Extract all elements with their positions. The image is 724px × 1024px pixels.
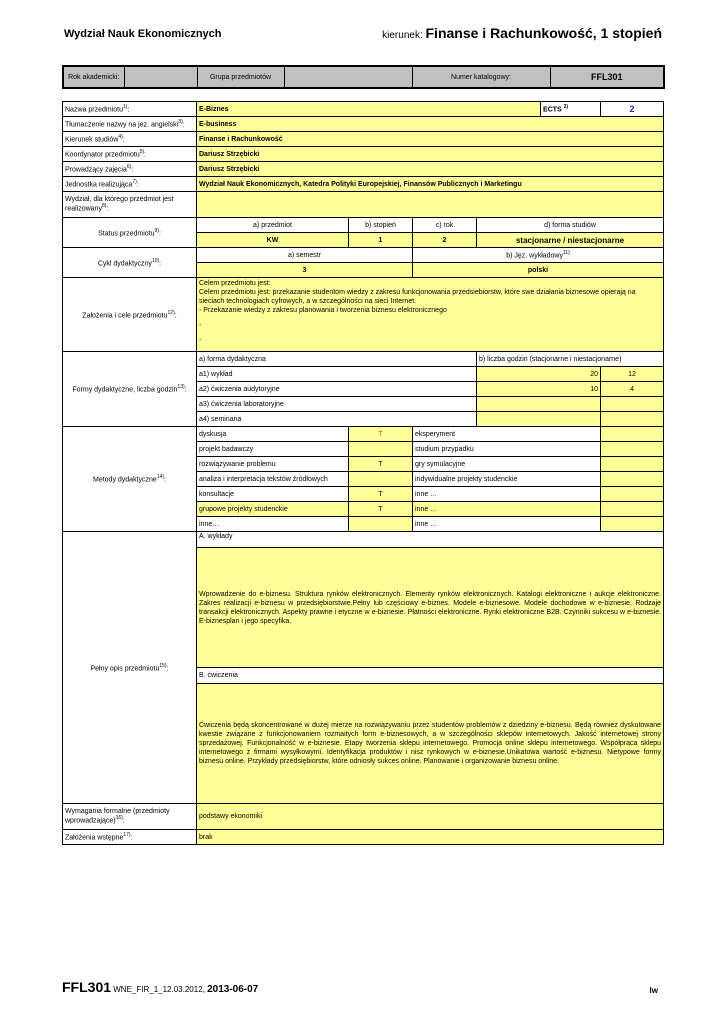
ects-label: ECTS $^{2)}$ xyxy=(541,102,601,117)
catalog-number-value: FFL301 xyxy=(550,66,664,88)
method-right-mark-2 xyxy=(601,442,664,457)
method-right-6: inne … xyxy=(413,502,601,517)
form-auditory-hours-part: 4 xyxy=(601,382,664,397)
teacher-label: Prowadzący zajęcia$^{6)}$: xyxy=(63,162,197,177)
goals-label: Założenia i cele przedmiotu$^{12)}$: xyxy=(63,278,197,352)
footer xyxy=(62,979,258,995)
method-right-mark-3 xyxy=(601,457,664,472)
cycle-language-value: polski xyxy=(413,263,664,278)
method-left-mark-7 xyxy=(349,517,413,532)
goals-line-4: - xyxy=(199,322,202,329)
status-label: Status przedmiotu$^{9)}$: xyxy=(63,218,197,248)
goals-line-5: - xyxy=(199,337,202,344)
method-left-mark-6: T xyxy=(349,502,413,517)
requirements-label: Wymagania formalne (przedmioty wprowadzające)$^{16)}$: xyxy=(63,804,197,830)
cycle-head-semester: a) semestr xyxy=(197,248,413,263)
footer-initials: lw xyxy=(649,986,658,995)
academic-year-value xyxy=(124,66,197,88)
method-right-5: inne … xyxy=(413,487,601,502)
status-year-value: 2 xyxy=(413,233,477,248)
method-left-mark-1: T xyxy=(349,427,413,442)
form-row-laboratory: a3) ćwiczenia laboratoryjne xyxy=(197,397,477,412)
catalog-number-label: Numer katalogowy: xyxy=(412,66,550,88)
form-laboratory-hours-full xyxy=(477,397,601,412)
status-form-value: stacjonarne / niestacjonarne xyxy=(477,233,664,248)
method-left-7: inne… xyxy=(197,517,349,532)
form-lecture-hours-full: 20 xyxy=(477,367,601,382)
coordinator-value: Dariusz Strzębicki xyxy=(197,147,664,162)
academic-year-label: Rok akademicki: xyxy=(63,66,124,88)
method-left-4: analiza i interpretacja tekstów źródłowych xyxy=(197,472,349,487)
direction-label: Kierunek studiów$^{4)}$: xyxy=(63,132,197,147)
status-head-degree: b) stopień xyxy=(349,218,413,233)
direction-header xyxy=(382,25,662,41)
form-auditory-hours-full: 10 xyxy=(477,382,601,397)
ects-value: 2 xyxy=(601,102,664,117)
forms-head-form: a) forma dydaktyczna xyxy=(197,352,477,367)
method-right-1: eksperyment xyxy=(413,427,601,442)
direction-value: Finanse i Rachunkowość, 1 stopień xyxy=(425,25,662,41)
method-right-mark-7 xyxy=(601,517,664,532)
method-left-3: rozwiązywanie problemu xyxy=(197,457,349,472)
name-value: E-Biznes xyxy=(197,102,541,117)
course-sheet-table xyxy=(62,101,664,845)
coordinator-label: Koordynator przedmiotu$^{5)}$: xyxy=(63,147,197,162)
method-left-6: grupowe projekty studenckie xyxy=(197,502,349,517)
status-head-form: d) forma studiów xyxy=(477,218,664,233)
form-row-lecture: a1) wykład xyxy=(197,367,477,382)
group-value xyxy=(284,66,412,88)
method-right-mark-5 xyxy=(601,487,664,502)
exercises-description: Ćwiczenia będą skoncentrowane w dużej mierze na rozwiązywaniu przez studentów problemów z dziedziny e-biznesu. Będą również dyskutowane kwestie związane z funkcjonowaniem rozmaitych form e-biznesowych, a w szczególności sklepów internetowych. Jakość internetowej strony sprzedażowej. Funkcjonalność w e-biznesie. Etapy tworzenia sklepu internetowego. Promocja online sklepu internetowego. Współpraca sklepu internetowego z firmami wysyłkowymi. Identyfikacja produktów i nisz rynkowych w e-biznesie.Unikatowa wartość e-biznesu. Nietypowe formy biznesu online. Przykłady przedsiębiorstw, które odniosły sukces online. Planowanie i organizowanie biznesu online. xyxy=(197,684,664,804)
translation-label: Tłumaczenie nazwy na jez. angielski$^{3)}$: xyxy=(63,117,197,132)
status-degree-value: 1 xyxy=(349,233,413,248)
unit-label: Jednostka realizująca$^{7)}$: xyxy=(63,177,197,192)
footer-date: 2013-06-07 xyxy=(207,984,259,995)
form-seminar-hours-part xyxy=(601,412,664,427)
method-left-mark-2 xyxy=(349,442,413,457)
cycle-semester-value: 3 xyxy=(197,263,413,278)
status-head-subject: a) przedmiot xyxy=(197,218,349,233)
cycle-label: Cykl dydaktyczny$^{10)}$: xyxy=(63,248,197,278)
footer-code: FFL301 xyxy=(62,979,112,995)
requirements-value: podstawy ekonomiki xyxy=(197,804,664,830)
method-right-mark-6 xyxy=(601,502,664,517)
translation-value: E-business xyxy=(197,117,664,132)
method-left-mark-5: T xyxy=(349,487,413,502)
method-left-mark-3: T xyxy=(349,457,413,472)
direction-value: Finanse i Rachunkowość xyxy=(197,132,664,147)
description-label: Pełny opis przedmiotu$^{15)}$: xyxy=(63,532,197,804)
method-right-mark-1 xyxy=(601,427,664,442)
footer-doc: WNE_FIR_1_12.03.2012, xyxy=(113,985,205,994)
unit-value: Wydział Nauk Ekonomicznych, Katedra Polityki Europejskiej, Finansów Publicznych i Marketingu xyxy=(197,177,664,192)
direction-prefix: kierunek: xyxy=(382,30,423,41)
method-right-4: indywidualne projekty studenckie xyxy=(413,472,601,487)
lectures-title: A. wykłady xyxy=(197,532,664,548)
goals-line-3: - Przekazanie wiedzy z zakresu planowania i tworzenia biznesu elektronicznego xyxy=(199,307,447,314)
goals-line-2: Celem przedmiotu jest: przekazanie studentom wiedzy z zakresu funkcjonowania przedsiebiorstw, które swe działania biznesowe opierają na sieciach technologiach cyfrowych, a w szczególności na sieci Internet. xyxy=(199,289,636,305)
form-seminar-hours-full xyxy=(477,412,601,427)
group-label: Grupa przedmiotów xyxy=(197,66,284,88)
method-left-5: konsultacje xyxy=(197,487,349,502)
status-head-year: c) rok xyxy=(413,218,477,233)
forms-head-hours: b) liczba godzin (stacjonarne i niestacjonarne) xyxy=(477,352,664,367)
prerequisites-value: brak xyxy=(197,830,664,845)
method-left-1: dyskusja xyxy=(197,427,349,442)
method-right-3: gry symulacyjne xyxy=(413,457,601,472)
status-subject-value: KW xyxy=(197,233,349,248)
faculty-header: Wydział Nauk Ekonomicznych xyxy=(64,28,222,40)
lectures-description: Wprowadzenie do e-biznesu. Struktura rynków elektronicznych. Elementy rynków elektronicznych. Katalogi elektroniczne i aukcje elektroniczne. Zakres realizacji e-biznesu w przedsiębiorstwie.Pełny lub częściowy e-biznes. Modele e-biznesowe. Modele dochodowe w e-biznesie. Rodzaje transakcji elektronicznych. Aspekty prawne i etyczne w e-biznesie. Płatności elektroniczne. Rynki elektroniczne B2B. Czynniki sukcesu w e-biznesie. E-biznesplan i jego specyfika. xyxy=(197,548,664,668)
methods-label: Metody dydaktyczne$^{14)}$: xyxy=(63,427,197,532)
exercises-title: B. ćwiczenia xyxy=(197,668,664,684)
faculty-label: Wydział, dla którego przedmiot jest realizowany$^{8)}$: xyxy=(63,192,197,218)
method-left-2: projekt badawczy xyxy=(197,442,349,457)
method-right-7: inne … xyxy=(413,517,601,532)
forms-label: Formy dydaktyczne, liczba godzin$^{13)}$: xyxy=(63,352,197,427)
faculty-value xyxy=(197,192,664,218)
goals-value xyxy=(197,278,664,352)
method-right-2: studium przypadku xyxy=(413,442,601,457)
form-row-seminar: a4) seminaria xyxy=(197,412,477,427)
cycle-head-language: b) Jęz. wykładowy$^{11)}$ xyxy=(413,248,664,263)
prerequisites-label: Założenia wstępne$^{17)}$: xyxy=(63,830,197,845)
goals-line-1: Celem przedmiotu jest: xyxy=(199,280,271,287)
catalog-header-table xyxy=(62,65,665,89)
form-laboratory-hours-part xyxy=(601,397,664,412)
method-left-mark-4 xyxy=(349,472,413,487)
teacher-value: Dariusz Strzębicki xyxy=(197,162,664,177)
name-label: Nazwa przedmiotu$^{1)}$: xyxy=(63,102,197,117)
form-lecture-hours-part: 12 xyxy=(601,367,664,382)
method-right-mark-4 xyxy=(601,472,664,487)
form-row-auditory: a2) ćwiczenia audytoryjne xyxy=(197,382,477,397)
